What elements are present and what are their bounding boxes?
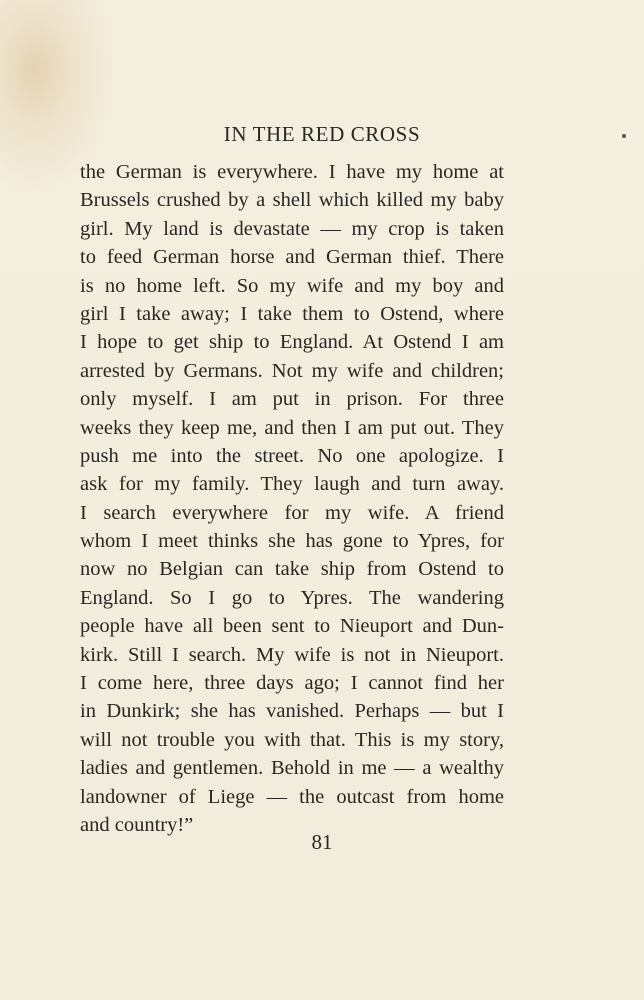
page-number: 81: [311, 830, 333, 854]
text-line: only myself. I am put in prison. For three: [80, 388, 504, 411]
text-line: girl. My land is devastate — my crop is taken: [80, 217, 504, 240]
text-line: push me into the street. No one apologize. I: [80, 444, 504, 467]
text-line: now no Belgian can take ship from Ostend to: [80, 558, 504, 581]
text-line: kirk. Still I search. My wife is not in Nieuport.: [80, 643, 504, 666]
text-line: girl I take away; I take them to Ostend, where: [80, 302, 504, 325]
text-line: ask for my family. They laugh and turn away.: [80, 473, 504, 496]
text-line: England. So I go to Ypres. The wandering: [80, 586, 504, 609]
text-line: weeks they keep me, and then I am put out. They: [80, 416, 504, 439]
running-head: IN THE RED CROSS: [223, 122, 421, 146]
text-line: whom I meet thinks she has gone to Ypres, for: [80, 530, 504, 553]
text-line: will not trouble you with that. This is my story,: [80, 728, 504, 751]
text-line: ladies and gentlemen. Behold in me — a wealthy: [80, 757, 504, 780]
text-line: I come here, three days ago; I cannot find her: [80, 672, 504, 695]
text-line: to feed German horse and German thief. There: [80, 246, 504, 269]
text-line: I hope to get ship to England. At Ostend I am: [80, 331, 504, 354]
text-line-last: and country!”: [80, 813, 194, 836]
text-line: I search everywhere for my wife. A friend: [80, 501, 504, 524]
text-line: arrested by Germans. Not my wife and children;: [80, 359, 504, 382]
text-line: in Dunkirk; she has vanished. Perhaps — but I: [80, 700, 504, 723]
text-line: landowner of Liege — the outcast from home: [80, 785, 504, 808]
text-line: is no home left. So my wife and my boy and: [80, 274, 504, 297]
body-text: [80, 158, 504, 839]
text-line: Brussels crushed by a shell which killed my baby: [80, 189, 504, 212]
margin-mark: [622, 134, 626, 138]
text-line: the German is everywhere. I have my home at: [80, 161, 504, 183]
text-line: people have all been sent to Nieuport and Dun-: [80, 615, 504, 638]
